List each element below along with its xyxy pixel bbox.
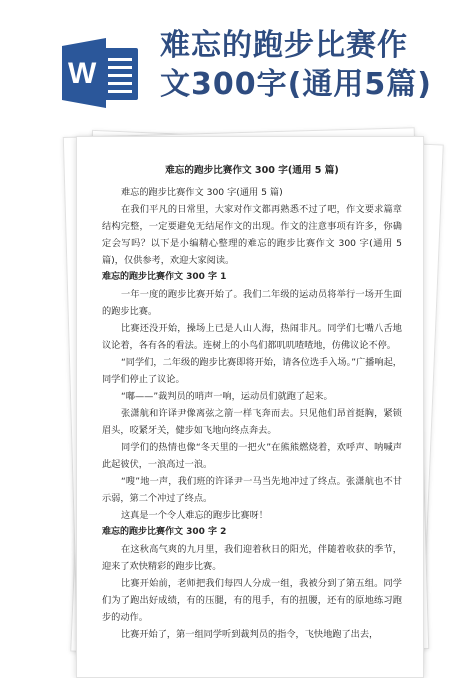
paragraph: 张潇航和许译尹像离弦之箭一样飞奔而去。只见他们昂首挺胸，紧锁眉头，咬紧牙关，健步如飞地向终点奔去。 xyxy=(102,408,402,436)
paragraph: 在我们平凡的日常里，大家对作文都再熟悉不过了吧，作文要求篇章结构完整，一定要避免无结尾作文的出现。作文的注意事项有许多，你确定会写吗？以下是小编精心整理的难忘的跑步比赛作文 300 字(通用 5 篇)，仅供参考，欢迎大家阅读。 xyxy=(102,204,402,266)
page-title xyxy=(160,26,465,104)
document-title: 难忘的跑步比赛作文 300 字(通用 5 篇) xyxy=(165,165,339,176)
paragraph: “嘟——”裁判员的哨声一响，运动员们就跑了起来。 xyxy=(121,391,333,402)
title-line-1: 难忘的跑步比赛作 xyxy=(160,28,408,63)
paragraph: “同学们，二年级的跑步比赛即将开始，请各位选手入场。”广播响起，同学们停止了议论。 xyxy=(102,357,402,385)
word-document-icon xyxy=(60,38,140,108)
section-heading: 难忘的跑步比赛作文 300 字 2 xyxy=(102,527,227,537)
paragraph: 同学们的热情也像“冬天里的一把火”在熊熊燃烧着，欢呼声、呐喊声此起彼伏，一浪高过一浪。 xyxy=(102,442,402,470)
paragraph: 比赛开始了，第一组同学听到裁判员的指令，飞快地跑了出去， xyxy=(121,629,379,640)
paragraph: 难忘的跑步比赛作文 300 字(通用 5 篇) xyxy=(121,187,283,198)
paragraph: 比赛还没开始，操场上已是人山人海，热闹非凡。同学们七嘴八舌地议论着，各有各的看法。连树上的小鸟们都叽叽喳喳地，仿佛议论不停。 xyxy=(102,323,402,351)
svg-text:W: W xyxy=(68,57,97,90)
paragraph-list xyxy=(102,184,402,643)
document-body xyxy=(102,159,402,643)
paragraph: “嗖”地一声，我们班的许译尹一马当先地冲过了终点。张潇航也不甘示弱，第二个冲过了终点。 xyxy=(102,476,402,504)
paragraph: 在这秋高气爽的九月里，我们迎着秋日的阳光，伴随着收获的季节，迎来了欢快精彩的跑步比赛。 xyxy=(102,544,402,572)
paragraph: 比赛开始前，老师把我们每四人分成一组，我被分到了第五组。同学们为了跑出好成绩，有的压腿，有的甩手，有的扭腰，还有的原地练习跑步的动作。 xyxy=(102,578,402,623)
section-heading: 难忘的跑步比赛作文 300 字 1 xyxy=(102,272,227,282)
paragraph: 一年一度的跑步比赛开始了。我们二年级的运动员将举行一场开生面的跑步比赛。 xyxy=(102,289,402,317)
document-page xyxy=(76,136,424,678)
title-line-2: 文300字(通用5篇) xyxy=(160,67,432,102)
paragraph: 这真是一个令人难忘的跑步比赛呀！ xyxy=(121,510,268,521)
